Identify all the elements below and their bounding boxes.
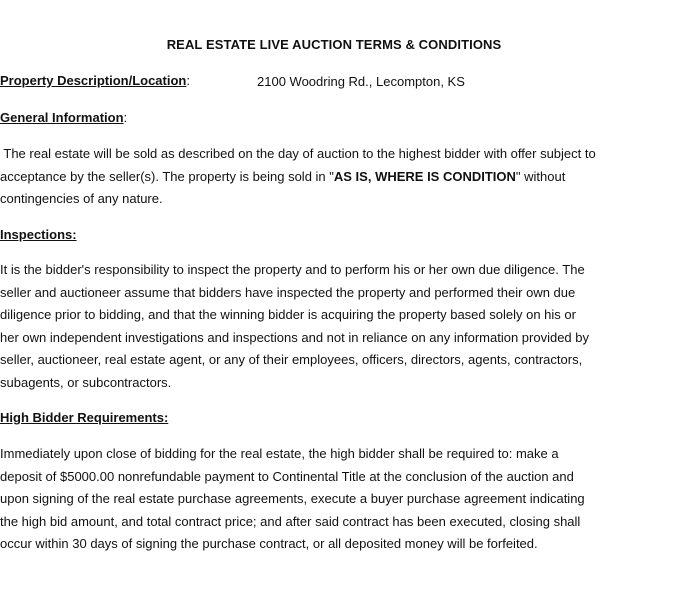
inspections-line: subagents, or subcontractors. [0, 374, 172, 390]
general-information-heading: General Information [0, 110, 124, 125]
general-information-paragraph [0, 143, 680, 211]
inspections-line: seller and auctioneer assume that bidders have inspected the property and performed their own due [0, 284, 576, 300]
general-line-3: contingencies of any nature. [0, 191, 163, 206]
document-title: REAL ESTATE LIVE AUCTION TERMS & CONDITIONS [166, 37, 502, 52]
property-location-value: 2100 Woodring Rd., Lecompton, KS [257, 74, 465, 89]
high-bidder-paragraph [0, 443, 680, 556]
high-bidder-line: the high bid amount, and total contract price; and after said contract has been executed, closing shall [0, 513, 581, 529]
general-line-1: The real estate will be sold as described on the day of auction to the highest bidder with offer subject to [0, 146, 596, 161]
inspections-paragraph [0, 259, 680, 394]
general-line-2-pre: acceptance by the seller(s). The property is being sold in " [0, 168, 334, 184]
high-bidder-heading: High Bidder Requirements: [0, 410, 169, 425]
property-location-row [0, 70, 190, 93]
inspections-row [0, 224, 77, 247]
general-information-row [0, 107, 127, 130]
inspections-line: her own independent investigations and inspections and not in reliance on any information provided by [0, 329, 589, 345]
inspections-line: diligence prior to bidding, and that the winning bidder is acquiring the property based solely on his or [0, 307, 576, 322]
general-line-2-post: " without [515, 168, 566, 184]
high-bidder-line: upon signing of the real estate purchase agreements, execute a buyer purchase agreement indicating [0, 491, 585, 506]
general-line-2 [0, 166, 680, 189]
inspections-line: seller, auctioneer, real estate agent, or any of their employees, officers, directors, agents, contractors, [0, 352, 583, 367]
inspections-line: It is the bidder's responsibility to inspect the property and to perform his or her own due diligence. The [0, 262, 585, 277]
inspections-heading: Inspections: [0, 227, 77, 242]
property-location-heading: Property Description/Location [0, 73, 187, 88]
general-information-colon: : [123, 110, 128, 125]
high-bidder-row [0, 407, 168, 430]
high-bidder-line: deposit of $5000.00 nonrefundable payment to Continental Title at the conclusion of the auction and [0, 468, 574, 484]
property-location-colon: : [186, 73, 190, 88]
high-bidder-line: occur within 30 days of signing the purchase contract, or all deposited money will be forfeited. [0, 536, 538, 551]
high-bidder-line: Immediately upon close of bidding for the real estate, the high bidder shall be required to: make a [0, 446, 559, 461]
as-is-condition-text: AS IS, WHERE IS CONDITION [333, 168, 516, 184]
